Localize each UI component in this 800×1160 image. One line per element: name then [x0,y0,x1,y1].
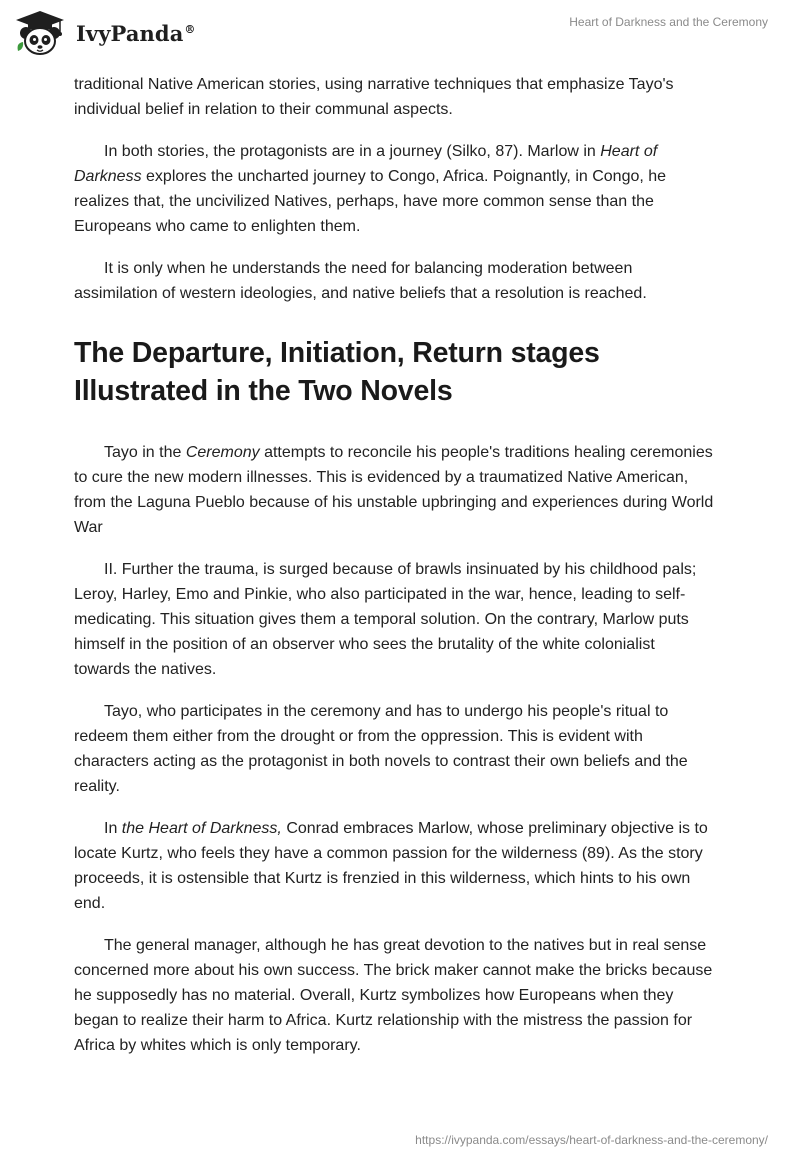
paragraph: In both stories, the protagonists are in a journey (Silko, 87). Marlow in Heart of Darkness explores the uncharted journey to Congo, Africa. Poignantly, in Congo, he realizes that, the uncivilized Natives, perhaps, have more common sense than the Europeans who came to enlighten them. [74,143,667,235]
paragraph: It is only when he understands the need for balancing moderation between assimilation of western ideologies, and native beliefs that a resolution is reached. [74,260,647,302]
paragraph: The general manager, although he has great devotion to the natives but in real sense concerned more about his own success. The brick maker cannot make the bricks because he supposedly has no material. Overall, Kurtz symbolizes how Europeans when they began to realize their harm to Africa. Kurtz relationship with the mistress the passion for Africa by whites which is only temporary. [74,937,713,1054]
paragraph: Tayo, who participates in the ceremony and has to undergo his people's ritual to redeem them either from the drought or from the oppression. This is evident with characters acting as the protagonist in both novels to contrast their own beliefs and the reality. [74,703,688,795]
paragraph: traditional Native American stories, using narrative techniques that emphasize Tayo's individual belief in relation to their communal aspects. [74,76,674,118]
paragraph: Tayo in the Ceremony attempts to reconcile his people's traditions healing ceremonies to cure the new modern illnesses. This is evidenced by a traumatized Native American, from the Laguna Pueblo because of his unstable upbringing and experiences during World War [74,444,714,536]
brand-name: IvyPanda® [76,20,196,46]
source-url: https://ivypanda.com/essays/heart-of-darkness-and-the-ceremony/ [415,1133,768,1147]
section-heading: The Departure, Initiation, Return stages Illustrated in the Two Novels [74,337,600,407]
book-title: Heart of Darkness [74,143,658,185]
page-header [0,0,800,66]
document-title: Heart of Darkness and the Ceremony [569,15,768,29]
book-title: Ceremony [185,444,260,461]
book-title: the Heart of Darkness, [121,820,282,837]
panda-graduate-logo-icon [14,9,66,57]
paragraph: II. Further the trauma, is surged because of brawls insinuated by his childhood pals; Leroy, Harley, Emo and Pinkie, who also participated in the war, hence, leading to self-medicating. This situation gives them a temporal solution. On the contrary, Marlow puts himself in the position of an observer who sees the brutality of the white colonialist towards the natives. [74,561,697,678]
essay-content [74,72,714,1075]
ivypanda-logo-link[interactable] [14,9,196,57]
paragraph: In the Heart of Darkness, Conrad embraces Marlow, whose preliminary objective is to locate Kurtz, who feels they have a common passion for the wilderness (89). As the story proceeds, it is ostensible that Kurtz is frenzied in this wilderness, which hints to his own end. [74,820,708,912]
